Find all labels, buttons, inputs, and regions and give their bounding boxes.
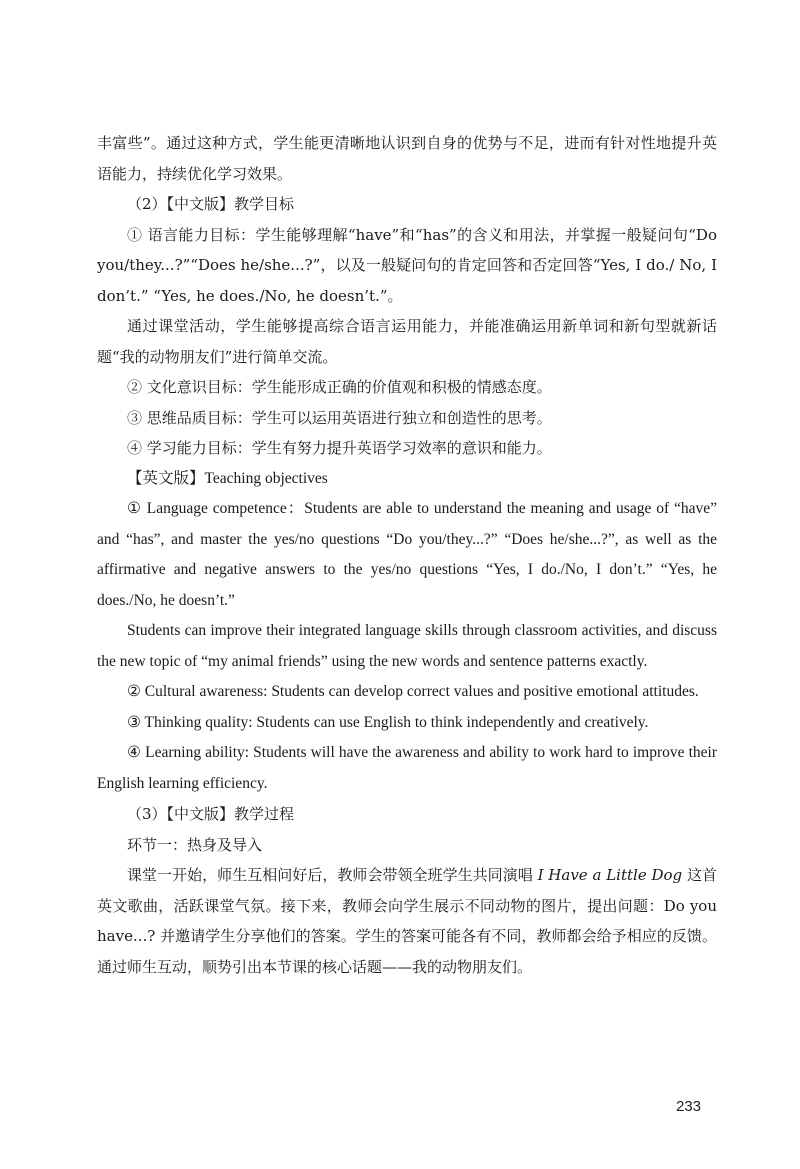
en-objective-language-activities: Students can improve their integrated language skills through classroom activities, and discuss the new topic of “my animal friends” using the new words and sentence patterns exactly. bbox=[97, 622, 717, 670]
cn-objective-thinking: ③ 思维品质目标：学生可以运用英语进行独立和创造性的思考。 bbox=[127, 408, 552, 427]
en-objective-learning: ④ Learning ability: Students will have the awareness and ability to work hard to improve their English learning efficiency. bbox=[97, 744, 717, 792]
stage-one-text-a: 课堂一开始，师生互相问好后，教师会带领全班学生共同演唱 bbox=[127, 866, 538, 884]
stage-one-description bbox=[97, 860, 717, 982]
cn-objective-culture: ② 文化意识目标：学生能形成正确的价值观和积极的情感态度。 bbox=[127, 378, 552, 396]
cn-objective-language: ① 语言能力目标：学生能够理解“have”和“has”的含义和用法，并掌握一般疑问句“Do you/they...?”“Does he/she...?”，以及一般疑问句的肯定回答和否定回答“Yes, I do./ No, I don’t.” “Yes, he does./No, he doesn’t.”。 bbox=[97, 225, 717, 305]
en-objective-culture: ② Cultural awareness: Students can develop correct values and positive emotional attitudes. bbox=[127, 683, 699, 700]
stage-one-text-b: 这首英文歌曲，活跃课堂气氛。接下来，教师会向学生展示不同动物的图片，提出问题：Do you have...? 并邀请学生分享他们的答案。学生的答案可能各有不同，教师都会给予相应的反馈。通过师生互动，顺势引出本节课的核心话题——我的动物朋友们。 bbox=[97, 866, 717, 976]
stage-one-heading: 环节一：热身及导入 bbox=[127, 835, 263, 854]
heading-cn-objectives: （2）【中文版】教学目标 bbox=[127, 195, 295, 213]
heading-en-objectives: 【英文版】Teaching objectives bbox=[127, 469, 328, 487]
paragraph-intro-end: 丰富些”。通过这种方式，学生能更清晰地认识到自身的优势与不足，进而有针对性地提升英语能力，持续优化学习效果。 bbox=[97, 134, 717, 183]
en-objective-thinking: ③ Thinking quality: Students can use English to think independently and creatively. bbox=[127, 713, 649, 731]
cn-objective-learning: ④ 学习能力目标：学生有努力提升英语学习效率的意识和能力。 bbox=[127, 439, 552, 457]
page-number: 233 bbox=[676, 1098, 702, 1115]
song-title: I Have a Little Dog bbox=[537, 866, 683, 884]
heading-cn-process: （3）【中文版】教学过程 bbox=[127, 805, 295, 823]
page-body bbox=[97, 128, 717, 982]
cn-objective-language-activities: 通过课堂活动，学生能够提高综合语言运用能力，并能准确运用新单词和新句型就新话题“我的动物朋友们”进行简单交流。 bbox=[97, 317, 717, 366]
en-objective-language: ① Language competence：Students are able to understand the meaning and usage of “have” and “has”, and master the yes/no questions “Do you/they...?” “Does he/she...?”, as well as the affirmative and negative answers to the yes/no questions “Yes, I do./No, I don’t.” “Yes, he does./No, he doesn’t.” bbox=[97, 500, 717, 609]
